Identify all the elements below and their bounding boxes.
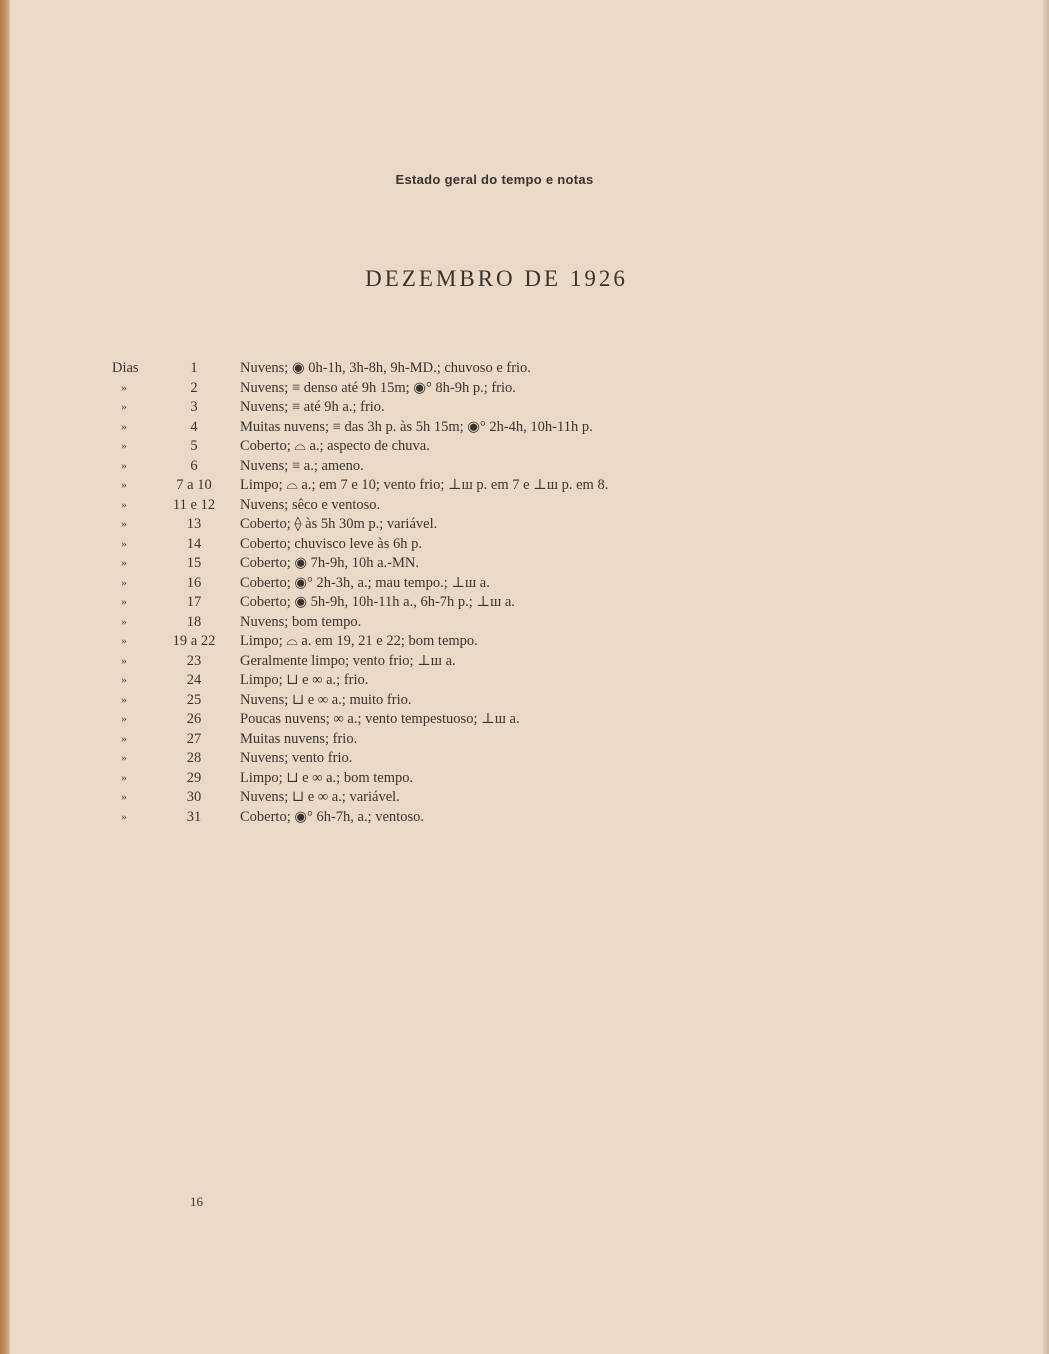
table-row [0,787,1049,807]
weather-note: Nuvens; ⊔ e ∞ a.; variável. [240,789,400,805]
ditto-mark: » [121,401,127,413]
day-cell: 29 [186,769,202,786]
ditto-mark: » [121,576,127,589]
ditto-mark: » [121,791,127,803]
table-row [0,631,1049,651]
ditto-mark: » [121,615,127,628]
ditto-mark: » [121,771,127,784]
table-row [0,768,1049,788]
day-cell: 7 a 10 [176,477,212,493]
day-cell: 1 [190,360,198,376]
weather-note: Coberto; ◉ 5h-9h, 10h-11h a., 6h-7h p.; ⊥ш a. [240,594,515,610]
day-cell: 15 [186,555,202,571]
table-row [0,495,1049,515]
month-title-text: DEZEMBRO DE 1926 [365,266,628,291]
weather-note: Muitas nuvens; frio. [240,730,358,747]
weather-note: Limpo; ⌓ a. em 19, 21 e 22; bom tempo. [240,633,478,649]
days-label: Dias [112,360,139,376]
ditto-mark: » [121,732,127,745]
weather-note: Muitas nuvens; ≡ das 3h p. às 5h 15m; ◉° 2h-4h, 10h-11h p. [240,418,593,435]
weather-note: Nuvens; ◉ 0h-1h, 3h-8h, 9h-MD.; chuvoso e frio. [240,360,531,376]
weather-note: Poucas nuvens; ∞ a.; vento tempestuoso; ⊥ш a. [240,711,520,727]
ditto-mark: » [121,654,127,667]
day-cell: 23 [186,652,202,669]
table-row [0,456,1049,476]
table-row [0,534,1049,554]
ditto-mark: » [121,420,127,433]
table-row [0,573,1049,593]
page-title [0,266,1049,292]
weather-note: Nuvens; bom tempo. [240,613,362,630]
day-cell: 24 [186,672,202,688]
ditto-mark: » [121,479,127,491]
table-row [0,670,1049,690]
day-cell: 19 a 22 [172,633,216,649]
table-row [0,417,1049,437]
table-row [0,378,1049,398]
weather-note: Coberto; chuvisco leve às 6h p. [240,535,423,552]
day-cell: 14 [186,535,202,552]
table-row [0,514,1049,534]
table-row [0,709,1049,729]
weather-note: Coberto; ◉° 6h-7h, a.; ventoso. [240,808,424,825]
section-heading [0,172,1049,187]
day-cell: 4 [190,418,198,435]
day-cell: 27 [186,730,202,747]
weather-note: Coberto; ⌓ a.; aspecto de chuva. [240,438,430,454]
weather-note: Nuvens; ⊔ e ∞ a.; muito frio. [240,691,412,708]
ditto-mark: » [121,440,127,452]
weather-note: Coberto; ⟠ às 5h 30m p.; variável. [240,516,438,532]
weather-note: Limpo; ⊔ e ∞ a.; frio. [240,672,369,688]
day-cell: 5 [190,438,198,454]
ditto-mark: » [121,752,127,764]
day-cell: 17 [186,594,202,610]
table-row [0,358,1049,378]
table-row [0,807,1049,827]
day-cell: 16 [186,574,202,591]
table-row [0,690,1049,710]
ditto-mark: » [121,596,127,608]
ditto-mark: » [121,674,127,686]
day-cell: 26 [186,711,202,727]
weather-note: Coberto; ◉° 2h-3h, a.; mau tempo.; ⊥ш a. [240,574,490,591]
table-row [0,592,1049,612]
weather-note: Nuvens; ≡ a.; ameno. [240,457,364,474]
day-cell: 13 [186,516,202,532]
weather-note: Nuvens; ≡ denso até 9h 15m; ◉° 8h-9h p.; frio. [240,379,516,396]
ditto-mark: » [121,518,127,530]
weather-note: Coberto; ◉ 7h-9h, 10h a.-MN. [240,555,419,571]
weather-note: Nuvens; sêco e ventoso. [240,496,381,513]
table-row [0,553,1049,573]
table-row [0,475,1049,495]
day-cell: 2 [190,379,198,396]
ditto-mark: » [121,498,127,511]
day-cell: 6 [190,457,198,474]
page-number: 16 [190,1194,203,1209]
day-cell: 18 [186,613,202,630]
ditto-mark: » [121,381,127,394]
table-row [0,397,1049,417]
table-row [0,651,1049,671]
day-cell: 11 e 12 [172,496,216,513]
table-row [0,436,1049,456]
weather-note: Geralmente limpo; vento frio; ⊥ш a. [240,652,456,669]
ditto-mark: » [121,537,127,550]
section-heading-text: Estado geral do tempo e notas [395,172,594,187]
table-row [0,748,1049,768]
table-row [0,612,1049,632]
day-cell: 28 [186,750,202,766]
ditto-mark: » [121,810,127,823]
day-cell: 31 [186,808,202,825]
ditto-mark: » [121,635,127,647]
table-row [0,729,1049,749]
weather-note: Nuvens; vento frio. [240,750,353,766]
weather-note: Limpo; ⌓ a.; em 7 e 10; vento frio; ⊥ш p. em 7 e ⊥ш p. em 8. [240,477,609,493]
weather-note: Nuvens; ≡ até 9h a.; frio. [240,399,385,415]
day-cell: 3 [190,399,198,415]
ditto-mark: » [121,557,127,569]
day-cell: 30 [186,789,202,805]
weather-note: Limpo; ⊔ e ∞ a.; bom tempo. [240,769,414,786]
day-cell: 25 [186,691,202,708]
ditto-mark: » [121,713,127,725]
ditto-mark: » [121,693,127,706]
ditto-mark: » [121,459,127,472]
